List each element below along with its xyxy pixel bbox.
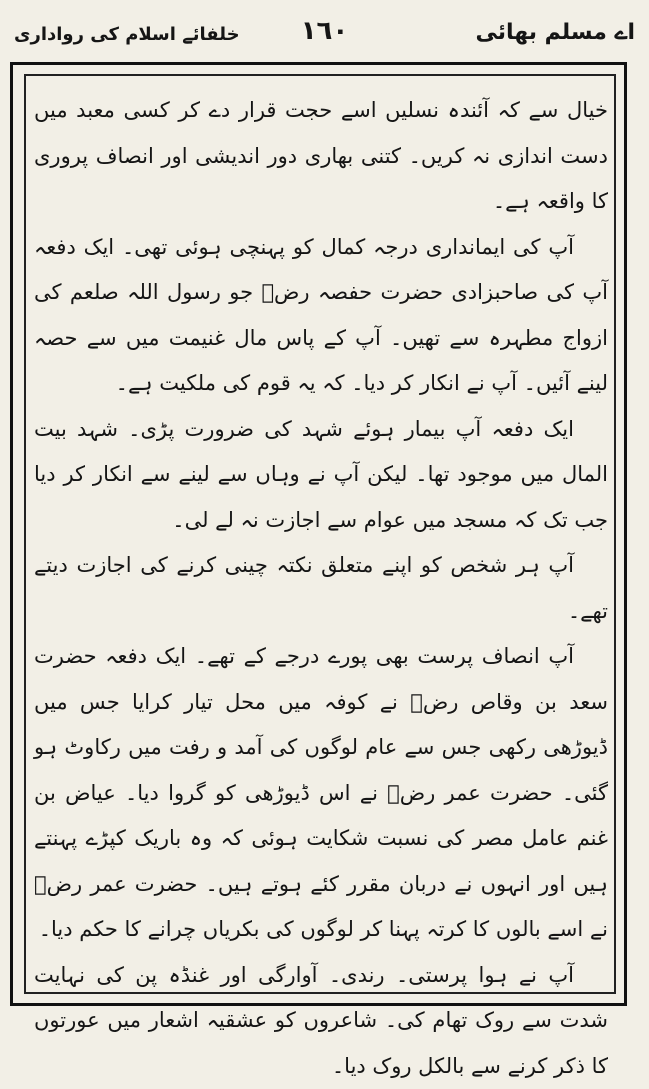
book-title: اے مسلم بھائی (475, 20, 635, 45)
page-number: ١٦٠ (14, 16, 635, 46)
page-body (34, 88, 608, 968)
paragraph-2: آپ کی ایمانداری درجہ کمال کو پہنچی ہوئی تھی۔ ایک دفعہ آپ کی صاحبزادی حضرت حفصہ رضؓ جو رسول اللہ صلعم کی ازواج مطہرہ سے تھیں۔ آپ کے پاس مال غنیمت میں سے حصہ لینے آئیں۔ آپ نے انکار کر دیا۔ کہ یہ قوم کی ملکیت ہے۔ (34, 225, 608, 407)
paragraph-6: آپ نے ہوا پرستی۔ رندی۔ آوارگی اور غنڈہ پن کی نہایت شدت سے روک تھام کی۔ شاعروں کو عشقیہ اشعار میں عورتوں کا ذکر کرنے سے بالکل روک دیا۔ (34, 953, 608, 1089)
paragraph-3: ایک دفعہ آپ بیمار ہوئے شہد کی ضرورت پڑی۔ شہد بیت المال میں موجود تھا۔ لیکن آپ نے وہاں سے لینے سے انکار کر دیا جب تک کہ مسجد میں عوام سے اجازت نہ لے لی۔ (34, 407, 608, 544)
paragraph-1: خیال سے کہ آئندہ نسلیں اسے حجت قرار دے کر کسی معبد میں دست اندازی نہ کریں۔ کتنی بھاری دور اندیشی اور انصاف پروری کا واقعہ ہے۔ (34, 88, 608, 225)
paragraph-4: آپ ہر شخص کو اپنے متعلق نکتہ چینی کرنے کی اجازت دیتے تھے۔ (34, 543, 608, 634)
page-header (14, 14, 635, 60)
paragraph-5: آپ انصاف پرست بھی پورے درجے کے تھے۔ ایک دفعہ حضرت سعد بن وقاص رضؓ نے کوفہ میں محل تیار کرایا جس میں ڈیوڑھی رکھی جس سے عام لوگوں کی آمد و رفت میں رکاوٹ ہو گئی۔ حضرت عمر رضؓ نے اس ڈیوڑھی کو گروا دیا۔ عیاض بن غنم عامل مصر کی نسبت شکایت ہوئی کہ وہ باریک کپڑے پہنتے ہیں اور انہوں نے دربان مقرر کئے ہوتے ہیں۔ حضرت عمر رضؓ نے اسے بالوں کا کرتہ پہنا کر لوگوں کی بکریاں چرانے کا حکم دیا۔ (34, 634, 608, 953)
chapter-title: خلفائے اسلام کی رواداری (14, 24, 240, 45)
